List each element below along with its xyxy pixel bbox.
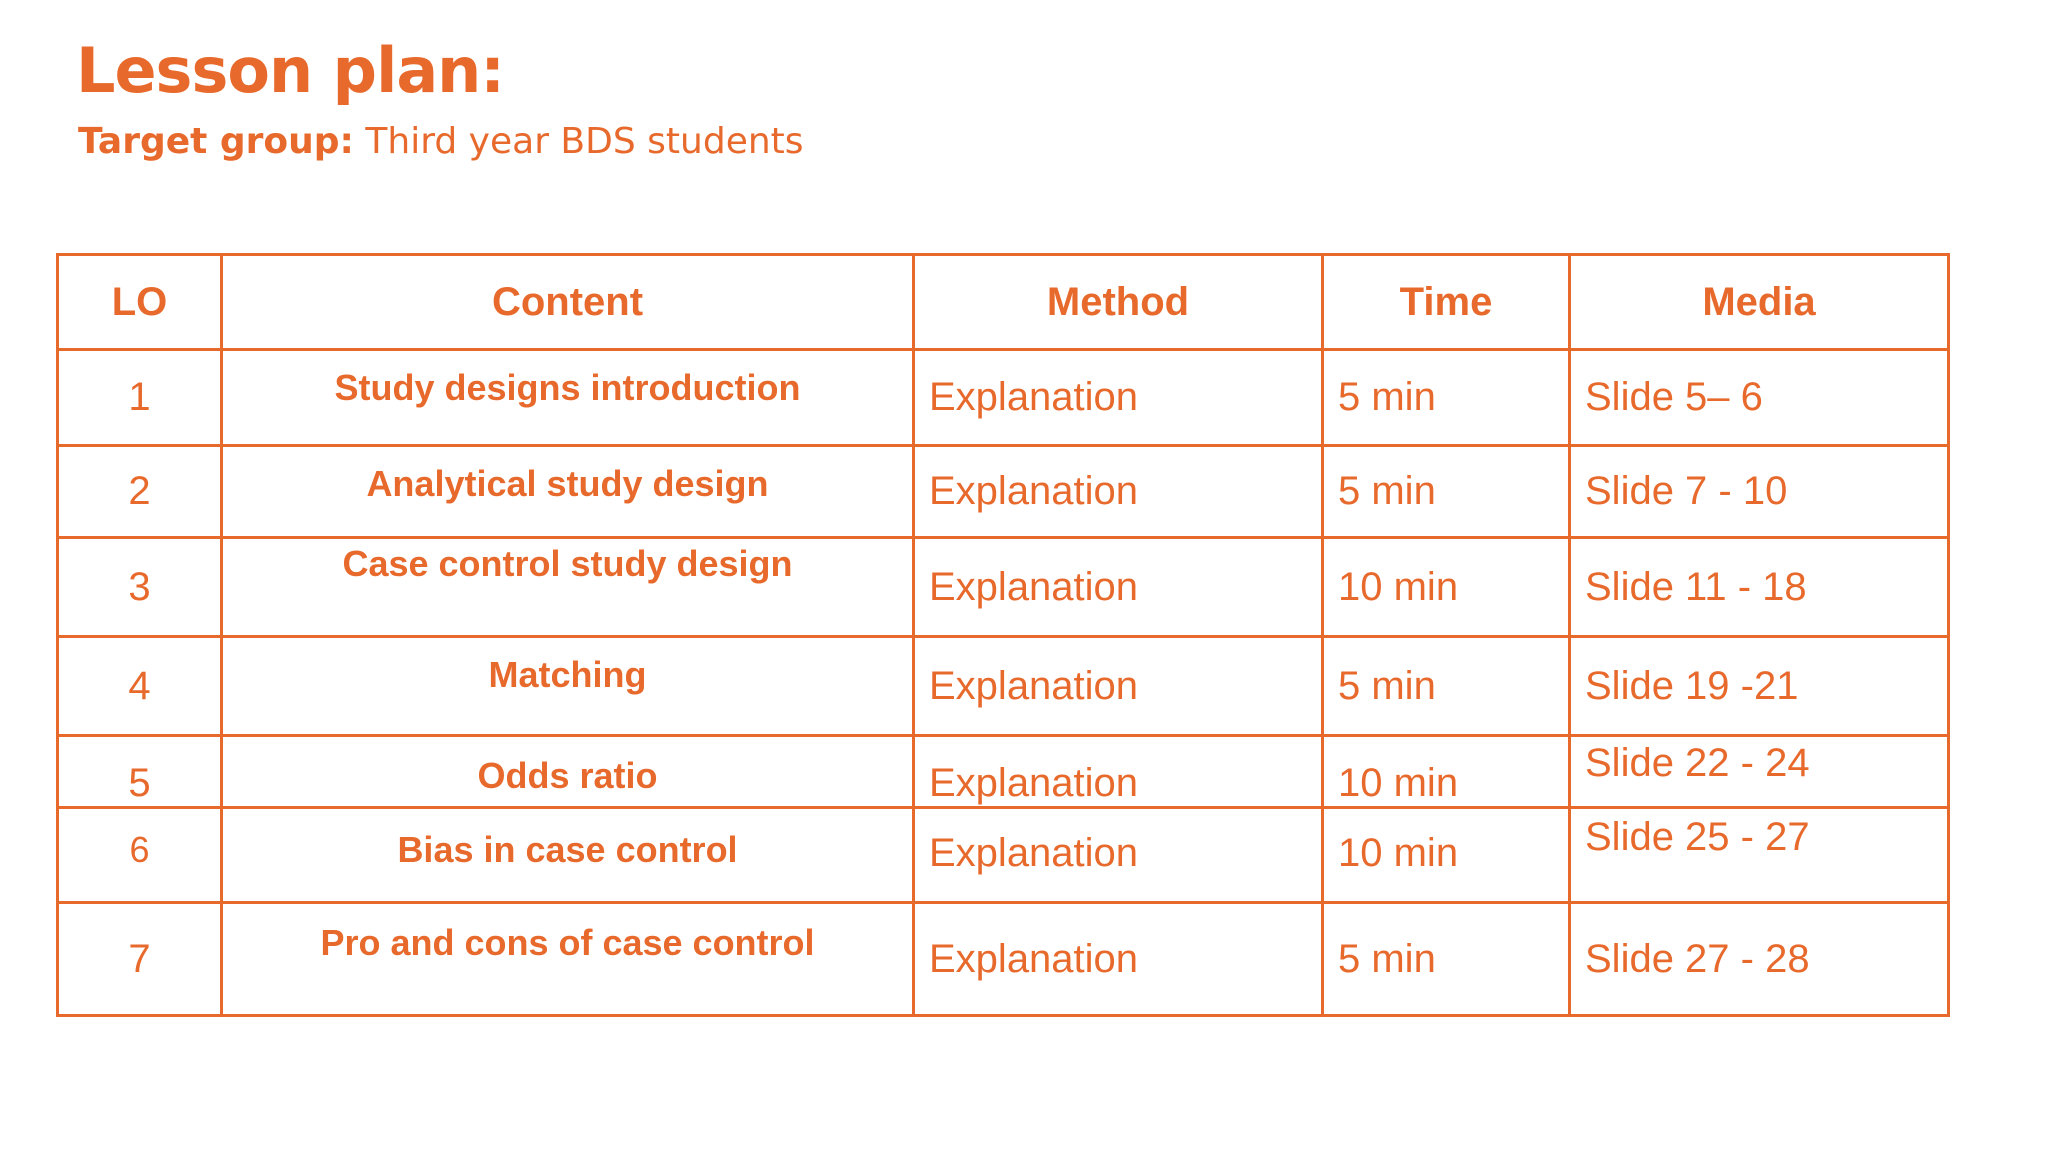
cell-time: 10 min (1323, 808, 1570, 903)
table-header-row (58, 255, 1949, 350)
cell-content: Analytical study design (222, 446, 914, 538)
column-header-method: Method (914, 255, 1323, 350)
cell-lo: 3 (58, 538, 222, 637)
target-group (78, 120, 804, 163)
cell-method: Explanation (914, 808, 1323, 903)
cell-content: Case control study design (222, 538, 914, 637)
cell-content: Odds ratio (222, 736, 914, 808)
cell-method: Explanation (914, 538, 1323, 637)
cell-lo: 5 (58, 736, 222, 808)
cell-lo: 4 (58, 637, 222, 736)
cell-time: 10 min (1323, 538, 1570, 637)
cell-media: Slide 11 - 18 (1570, 538, 1949, 637)
cell-media: Slide 19 -21 (1570, 637, 1949, 736)
cell-method: Explanation (914, 446, 1323, 538)
table-row (58, 808, 1949, 903)
cell-content: Matching (222, 637, 914, 736)
table-row (58, 446, 1949, 538)
cell-lo: 6 (58, 808, 222, 903)
cell-method: Explanation (914, 637, 1323, 736)
table-row (58, 903, 1949, 1016)
cell-content: Pro and cons of case control (222, 903, 914, 1016)
cell-time: 5 min (1323, 446, 1570, 538)
cell-media: Slide 22 - 24 (1570, 736, 1949, 808)
cell-method: Explanation (914, 736, 1323, 808)
cell-media: Slide 7 - 10 (1570, 446, 1949, 538)
column-header-time: Time (1323, 255, 1570, 350)
cell-method: Explanation (914, 903, 1323, 1016)
target-group-label: Target group: (78, 121, 354, 162)
table-row (58, 637, 1949, 736)
cell-media: Slide 25 - 27 (1570, 808, 1949, 903)
column-header-media: Media (1570, 255, 1949, 350)
cell-time: 5 min (1323, 903, 1570, 1016)
column-header-content: Content (222, 255, 914, 350)
target-group-value: Third year BDS students (365, 121, 804, 162)
cell-time: 10 min (1323, 736, 1570, 808)
table-row (58, 350, 1949, 446)
cell-lo: 1 (58, 350, 222, 446)
cell-lo: 7 (58, 903, 222, 1016)
page-title: Lesson plan: (76, 34, 505, 107)
cell-time: 5 min (1323, 350, 1570, 446)
cell-media: Slide 27 - 28 (1570, 903, 1949, 1016)
cell-content: Study designs introduction (222, 350, 914, 446)
cell-content: Bias in case control (222, 808, 914, 903)
cell-time: 5 min (1323, 637, 1570, 736)
table-row (58, 538, 1949, 637)
cell-lo: 2 (58, 446, 222, 538)
column-header-lo: LO (58, 255, 222, 350)
cell-method: Explanation (914, 350, 1323, 446)
lesson-plan-table (56, 253, 1950, 1017)
cell-media: Slide 5– 6 (1570, 350, 1949, 446)
table-row (58, 736, 1949, 808)
